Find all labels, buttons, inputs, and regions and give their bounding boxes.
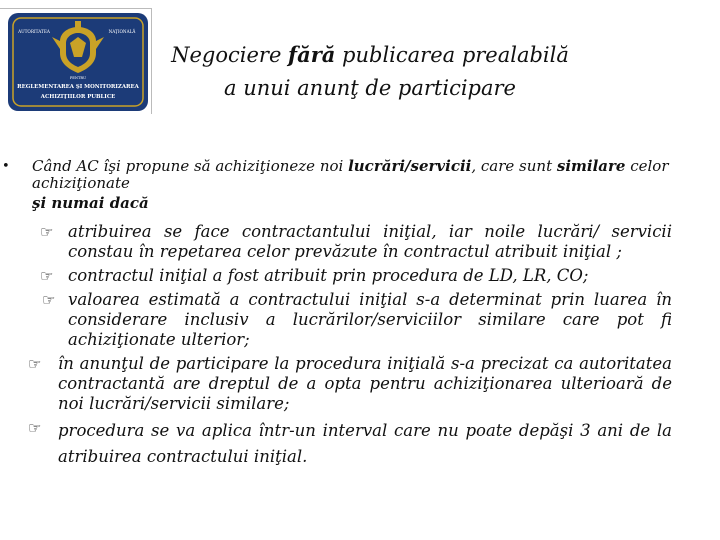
page-title (160, 38, 580, 105)
list-item-text: în anunţul de participare la procedura iniţială s-a precizat ca autoritatea contractantă are dreptul de a opta pentru achiziţionarea ulterioară de noi lucrări/servicii similare; (58, 354, 672, 413)
logo-text-line1: REGLEMENTAREA ŞI MONITORIZAREA (17, 84, 139, 90)
pointing-hand-icon: ☞ (42, 291, 56, 309)
title-line-1-pre: Negociere (171, 43, 289, 67)
list-item-text: contractul iniţial a fost atribuit prin procedura de LD, LR, CO; (68, 266, 589, 285)
intro-bullet: • (2, 159, 10, 174)
list-item-text: valoarea estimată a contractului iniţial s-a determinat prin luarea în considerare inclusiv a lucrărilor/serviciilor similare care pot fi achiziţionate ulterior; (68, 290, 672, 349)
list-item (40, 222, 672, 262)
logo-frame (0, 8, 152, 114)
pointing-hand-icon: ☞ (28, 419, 42, 437)
title-emphasis: fără (288, 42, 336, 67)
list-item (40, 290, 672, 350)
logo-text-small: PENTRU (69, 76, 87, 80)
intro-text-bold: lucrări/servicii (348, 157, 472, 175)
title-line-1 (160, 38, 580, 72)
pointing-hand-icon: ☞ (40, 223, 54, 241)
title-line-1-post: publicarea prealabilă (335, 43, 569, 67)
logo-text-line2: ACHIZIŢIILOR PUBLICE (40, 94, 116, 100)
list-item (28, 418, 672, 470)
logo-text-top-left: AUTORITATEA (18, 29, 50, 34)
logo-text-top-right: NAŢIONALĂ (108, 29, 136, 34)
list-item (28, 354, 672, 414)
intro-text-post: celor achiziţionate (32, 157, 669, 192)
intro-text-bold-2: similare (556, 157, 626, 175)
intro-paragraph (2, 157, 672, 192)
intro-text-pre: Când AC îşi propune să achiziţioneze noi (32, 157, 349, 175)
pointing-hand-icon: ☞ (40, 267, 54, 285)
list-item-text: procedura se va aplica într-un interval care nu poate depăşi 3 ani de la atribuirea contractului iniţial. (58, 421, 672, 466)
condition-list (28, 222, 672, 474)
list-item-text: atribuirea se face contractantului iniţial, iar noile lucrări/ servicii constau în repetarea celor prevăzute în contractul atribuit iniţial ; (68, 222, 672, 261)
pointing-hand-icon: ☞ (28, 355, 42, 373)
anrmap-logo (8, 13, 148, 111)
list-item (40, 266, 672, 286)
condition-heading: şi numai dacă (32, 194, 149, 212)
intro-text-mid: , care sunt (471, 157, 557, 175)
title-line-2: a unui anunţ de participare (224, 76, 516, 100)
